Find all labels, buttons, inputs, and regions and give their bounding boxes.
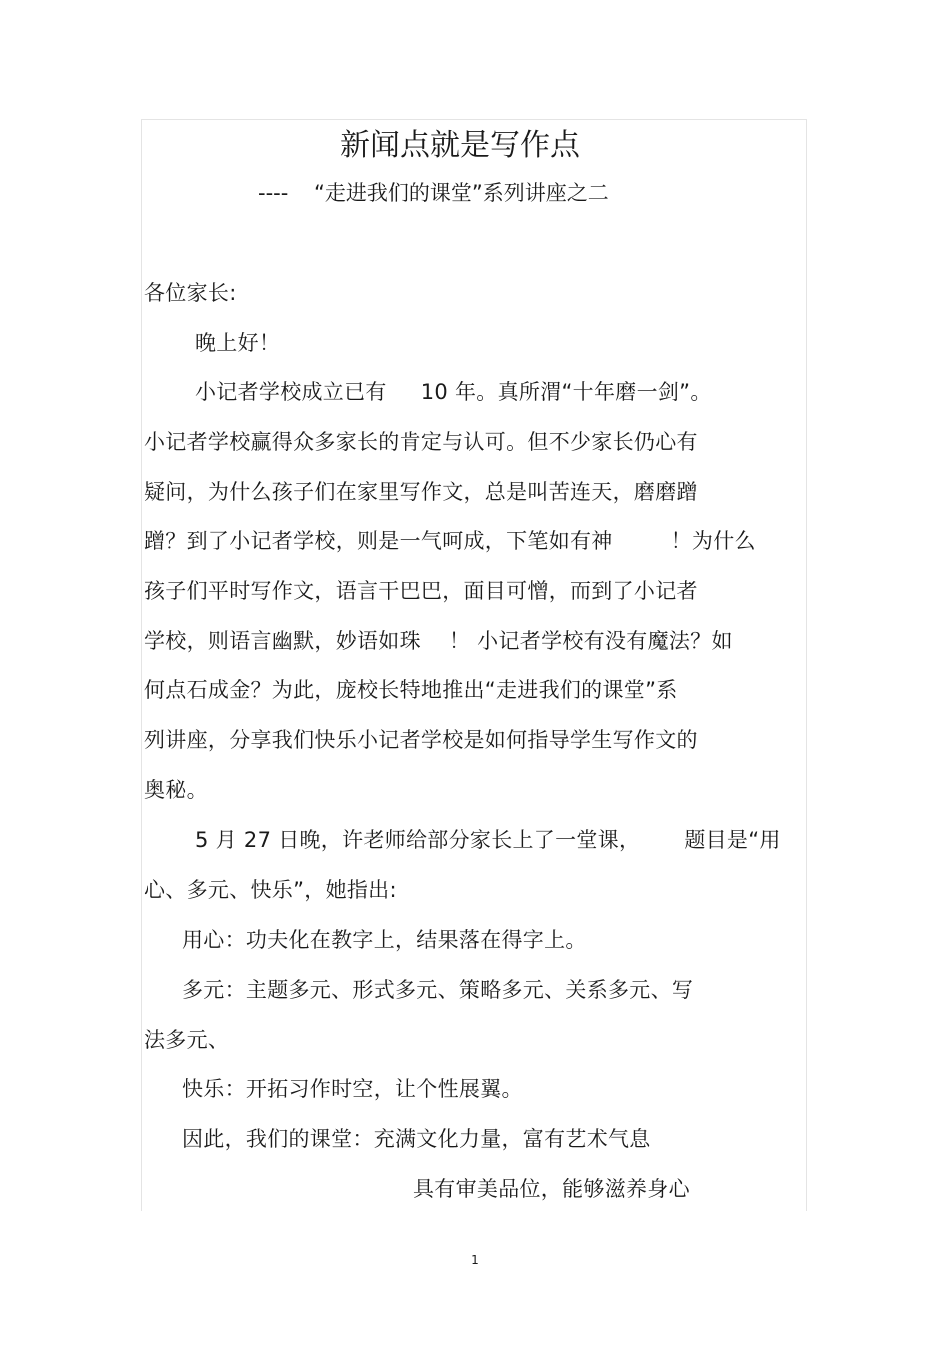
point-kuaile: 快乐：开拓习作时空，让个性展翼。 <box>182 1077 523 1101</box>
document-subtitle <box>258 180 609 206</box>
paragraph-1-line-8: 列讲座，分享我们快乐小记者学校是如何指导学生写作文的 <box>144 728 698 752</box>
paragraph-1-line-1 <box>195 379 712 405</box>
text-segment: 小记者学校成立已有 <box>195 380 387 404</box>
paragraph-2-line-2: 心、多元、快乐”，她指出: <box>144 878 397 902</box>
text-segment: 10 年。真所渭“十年磨一剑”。 <box>420 380 712 404</box>
paragraph-1-line-3: 疑问，为什么孩子们在家里写作文，总是叫苦连天，磨磨蹭 <box>144 480 698 504</box>
subtitle-text: “走进我们的课堂”系列讲座之二 <box>314 181 609 205</box>
text-segment: 学校，则语言幽默，妙语如珠 <box>144 629 421 653</box>
conclusion-line-2: 具有审美品位，能够滋养身心 <box>413 1177 690 1201</box>
text-segment: 5 月 27 日晚，许老师给部分家长上了一堂课， <box>195 828 641 852</box>
document-title: 新闻点就是写作点 <box>340 128 580 163</box>
point-duoyuan-line-2: 法多元、 <box>144 1028 230 1052</box>
point-yongxin: 用心：功夫化在教字上，结果落在得字上。 <box>182 928 587 952</box>
paragraph-1-line-5: 孩子们平时写作文，语言干巴巴，面目可憎，而到了小记者 <box>144 579 698 603</box>
paragraph-1-line-2: 小记者学校赢得众多家长的肯定与认可。但不少家长仍心有 <box>144 430 698 454</box>
point-duoyuan-line-1: 多元：主题多元、形式多元、策略多元、关系多元、写 <box>182 978 694 1002</box>
text-segment: ！为什么 <box>670 529 756 553</box>
paragraph-1-line-6 <box>144 628 733 654</box>
paragraph-1-line-4 <box>144 528 756 554</box>
salutation: 晚上好！ <box>195 331 281 355</box>
paragraph-1-line-7: 何点石成金？为此，庞校长特地推出“走进我们的课堂”系 <box>144 678 678 702</box>
subtitle-dash: ---- <box>258 181 289 205</box>
page-frame <box>141 119 807 1211</box>
page-number: 1 <box>471 1253 479 1267</box>
paragraph-2-line-1 <box>195 827 781 853</box>
greeting: 各位家长: <box>144 281 237 305</box>
text-segment: 蹭？到了小记者学校，则是一气呵成，下笔如有神 <box>144 529 613 553</box>
text-segment: 题目是“用 <box>684 828 781 852</box>
paragraph-1-line-9: 奥秘。 <box>144 778 208 802</box>
text-segment: ！ 小记者学校有没有魔法？如 <box>448 629 733 653</box>
conclusion-line-1: 因此，我们的课堂：充满文化力量，富有艺术气息 <box>182 1127 651 1151</box>
